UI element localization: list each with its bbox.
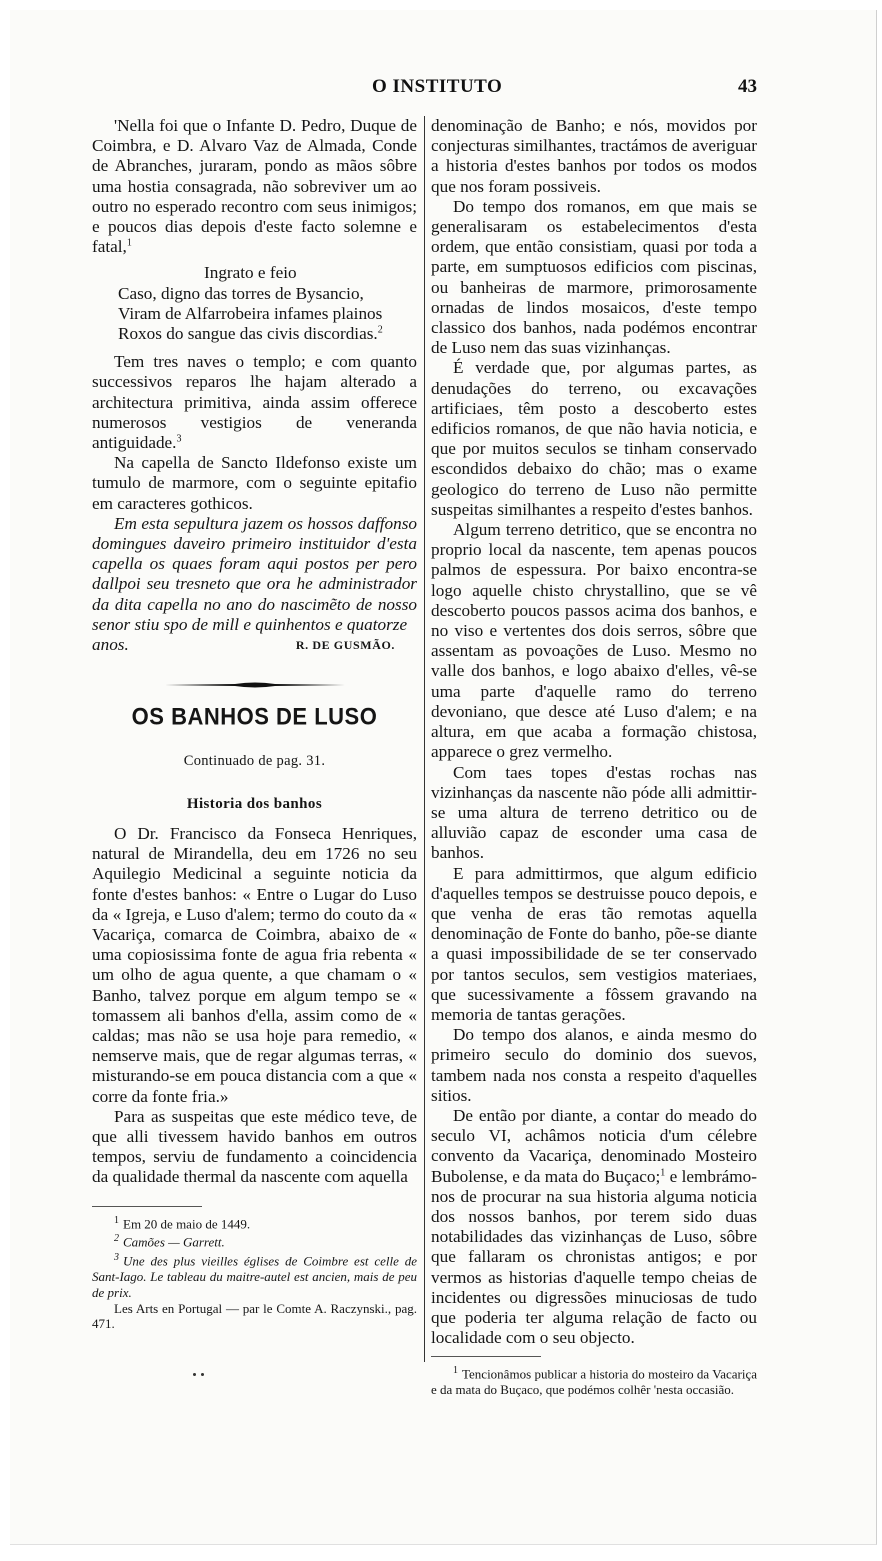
paragraph: E para admittirmos, que algum edificio d'aquelles tempos se destruisse pouco depois, e que venha de eras tão remotas aquella denominação de Fonte do banho, põe-se diante a quasi impossibilidade de se ter conservado por tantos seculos, sem vestigios materiaes, que sucessivamente a fôssem gravando na memoria de tantas gerações.	[431, 863, 757, 1024]
footnote: $^3$ Une des plus vieilles églises de Coimbre est celle de Sant-Iago. Le tableau du maitre-autel est ancien, mais de peu de prix.	[92, 1252, 417, 1300]
author-signature: R. DE GUSMÃO.	[295, 638, 395, 653]
paragraph: O Dr. Francisco da Fonseca Henriques, natural de Mirandella, deu em 1726 no seu Aquilegio Medicinal a seguinte noticia da fonte d'estes banhos: « Entre o Lugar do Luso da « Igreja, e Luso d'alem; termo do couto da « Vacariça, comarca de Coimbra, abaixo de « uma copiosissima fonte de agua fria rebenta « um olho de agua quente, a que chamam o « Banho, talvez porque em algum tempo se « tomassem ali banhos d'ella, assim como de « caldas; mas não se usa hoje para remedio, « nemserve mais, que de regar algumas terras, « misturando-se em pouca distancia com a que « corre da fonte fria.»	[92, 823, 417, 1106]
section-title: OS BANHOS DE LUSO	[131, 702, 378, 731]
verse-line: Viram de Alfarrobeira infames plainos	[118, 303, 383, 323]
footnote-rule	[92, 1206, 202, 1207]
column-divider	[424, 116, 425, 1362]
print-speck	[193, 1373, 196, 1376]
verse-line: Ingrato e feio	[204, 263, 297, 283]
footnote-ref: 2	[377, 324, 383, 336]
paragraph: Para as suspeitas que este médico teve, de que alli tivessem havido banhos em outros tempos, serviu de fundamento a coincidencia da qualidade thermal da nascente com aquella	[92, 1106, 417, 1187]
paragraph: É verdade que, por algumas partes, as denudações do terreno, ou excavações artificiaes, têm posto a descoberto estes edificios romanos, de que não havia noticia, e que por muitos seculos se tinham conservado escondidos debaixo do chão; mas o exame geologico do terreno de Luso não permitte suspeitas similhantes a respeito d'estes banhos.	[431, 358, 757, 519]
epitaph: Em esta sepultura jazem os hossos daffonso domingues daveiro primeiro instituidor d'esta capella os quaes foram aqui postos per pero dallpoi seu tresneto que ora he administrador da dita capella no ano do nascimẽto de nosso senor stiu spo de mill e quinhentos e quatorze	[92, 513, 417, 634]
paragraph: denominação de Banho; e nós, movidos por conjecturas similhantes, tractámos de averiguar a historia d'estes banhos por todos os modos que nos foram possiveis.	[431, 116, 757, 196]
paragraph: Algum terreno detritico, que se encontra no proprio local da nascente, tem apenas poucos palmos de espessura. Por baixo encontra-se logo aquelle chisto chrystallino, que se vê descoberto poucos passos acima dos banhos, e no viso e vertentes dos dois serros, sôbre que assentam as povoações de Luso. Mesmo no valle dos banhos, e logo abaixo d'elles, vê-se uma parte d'aquelle ramo do terreno devoniano, que desce até Luso d'alem; e na altura, em que acaba a formação chistosa, apparece o grez vermelho.	[431, 520, 757, 762]
right-column	[431, 116, 757, 1398]
paragraph: Do tempo dos romanos, em que mais se generalisaram os estabelecimentos d'esta ordem, que então consistiam, quasi por toda a parte, em sumptuosos edificios com piscinas, ou banheiras de marmore, primorosamente ornadas de lindos mosaicos, d'este tempo classico dos banhos, nada podémos encontrar de Luso nem das suas vizinhanças.	[431, 196, 757, 358]
paragraph: De então por diante, a contar do meado do seculo VI, achâmos noticia d'um célebre convento da Vacariça, denominado Mosteiro Bubolense, e da mata do Buçaco;$^1$ e lembrámo-nos de procurar na sua historia alguma noticia dos nossos banhos, por terem sido duas notabilidades das vizinhanças de Luso, sôbre que fallaram os chronistas antigos; e por vermos as historias d'aquelle tempo cheias de incidentes ou digressões minuciosas de tudo que poderia ter alguma relação de facto ou localidade com o seu objecto.	[431, 1105, 757, 1348]
verse-quote	[92, 263, 417, 344]
paragraph: 'Nella foi que o Infante D. Pedro, Duque de Coimbra, e D. Alvaro Vaz de Almada, Conde de Abranches, juraram, pondo as mãos sôbre uma hostia consagrada, não sobreviver um ao outro no esperado recontro com seus inimigos; e poucos dias depois d'este facto solemne e fatal,$^1$	[92, 116, 417, 257]
subheading: Historia dos banhos	[186, 795, 323, 812]
left-column	[92, 116, 417, 1332]
footnote-ref: 1	[126, 237, 132, 249]
running-header	[0, 76, 882, 100]
paragraph: Tem tres naves o templo; e com quanto successivos reparos lhe hajam alterado a architectura primitiva, ainda assim offerece numerosos vestigios de veneranda antiguidade.$^3$	[92, 352, 417, 453]
footnote-ref: 1	[660, 1166, 666, 1178]
continued-note: Continuado de pag. 31.	[183, 753, 326, 770]
footnote: $^2$ Camões — Garrett.	[114, 1233, 225, 1250]
footnote: $^1$ Em 20 de maio de 1449.	[114, 1214, 251, 1231]
footnote-ref: 3	[176, 433, 182, 445]
verse-line: Caso, digno das torres de Bysancio,	[118, 283, 364, 303]
epitaph-end: anos.	[92, 635, 129, 655]
print-speck	[201, 1373, 204, 1376]
paragraph: Do tempo dos alanos, e ainda mesmo do primeiro seculo do dominio dos suevos, tambem nada nos consta a respeito d'aquelles sitios.	[431, 1025, 757, 1105]
epitaph-signature-line	[92, 635, 417, 655]
verse-line: Roxos do sangue das civis discordias.$^2$	[118, 324, 383, 344]
footnote-continuation: Les Arts en Portugal — par le Comte A. Raczynski., pag. 471.	[92, 1300, 417, 1332]
footnote-rule	[431, 1356, 541, 1357]
paragraph: Com taes topes d'estas rochas nas vizinhanças da nascente não póde alli admittir-se uma altura de terreno detritico ou de alluvião capaz de esconder uma casa de banhos.	[431, 762, 757, 863]
ornamental-rule	[165, 681, 345, 689]
journal-title: O INSTITUTO	[372, 76, 503, 97]
page-number: 43	[738, 76, 757, 97]
paragraph: Na capella de Sancto Ildefonso existe um tumulo de marmore, com o seguinte epitafio em caracteres gothicos.	[92, 453, 417, 513]
footnote: $^1$ Tencionâmos publicar a historia do mosteiro da Vacariça e da mata do Buçaco, que podémos colhêr 'nesta occasião.	[431, 1365, 757, 1398]
